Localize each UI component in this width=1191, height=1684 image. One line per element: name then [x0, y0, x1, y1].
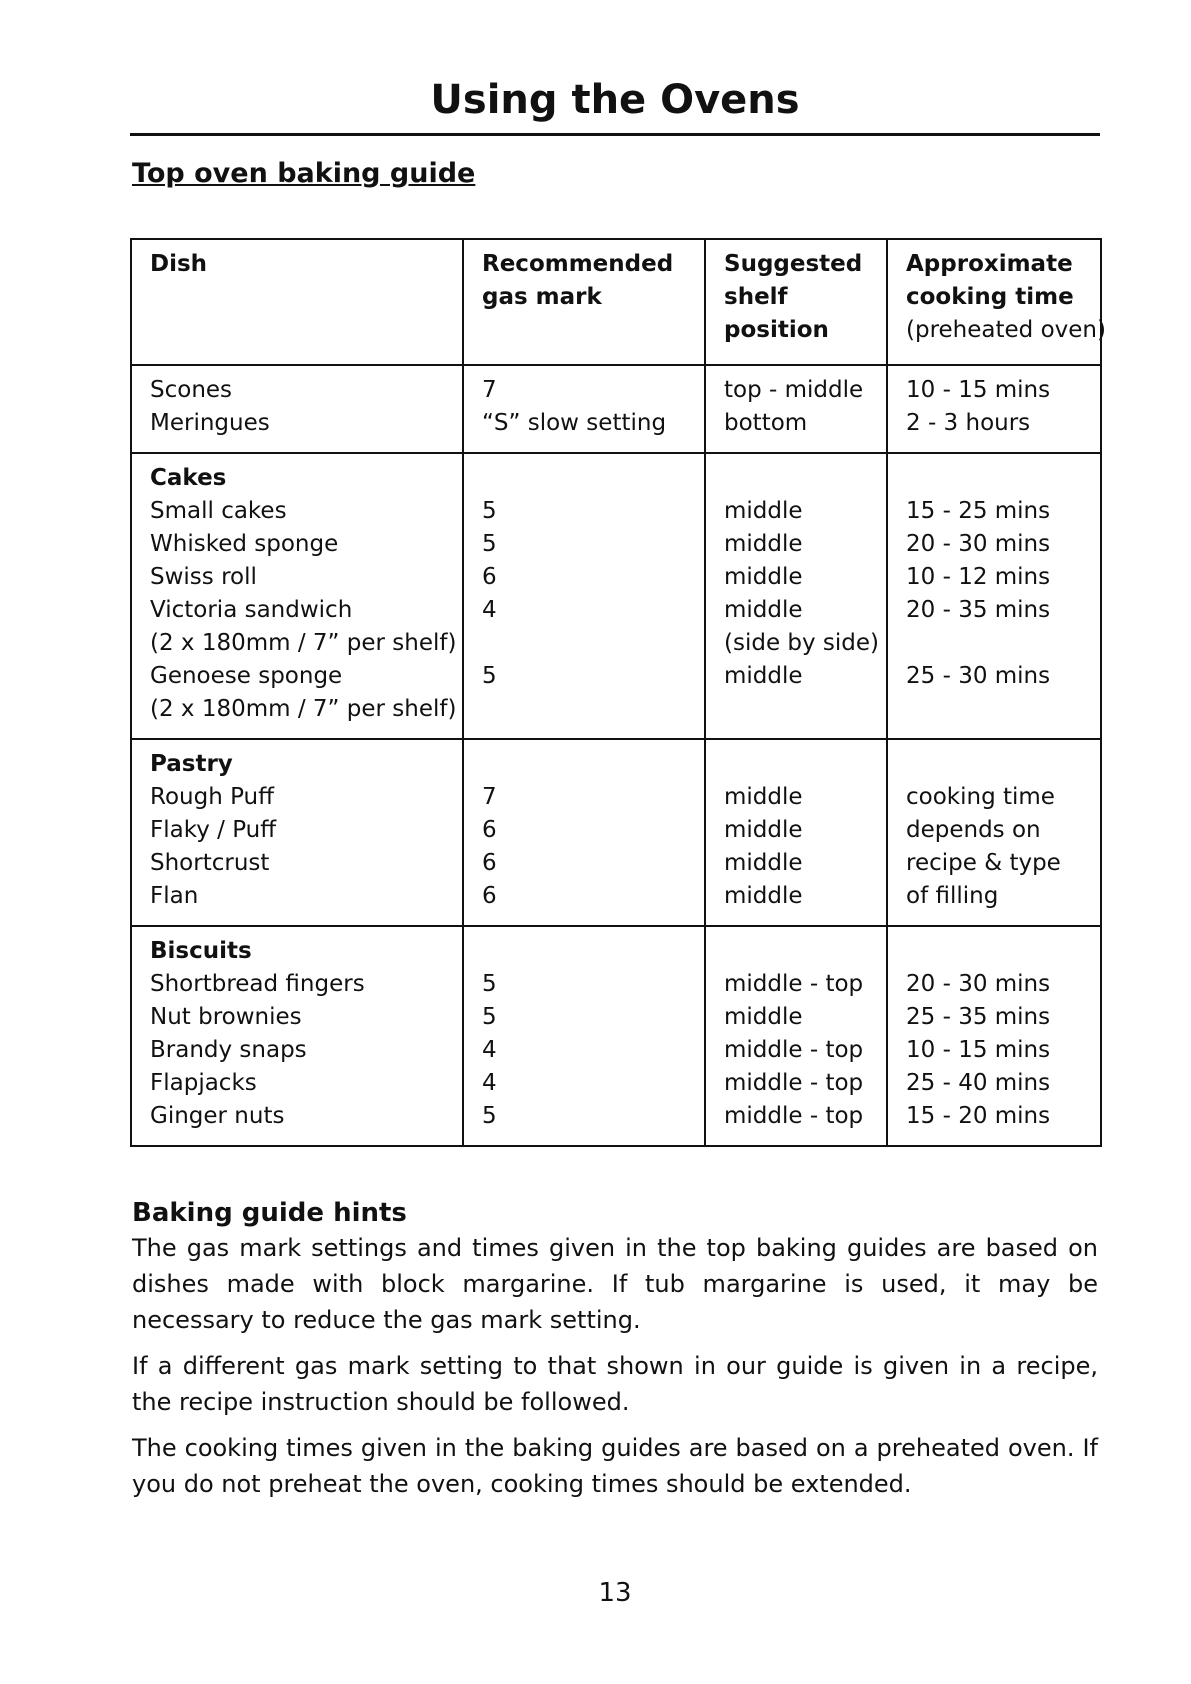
- cell-line: 5: [482, 971, 497, 997]
- cell-line: [906, 935, 1082, 968]
- page-number: 13: [598, 1578, 632, 1608]
- cell-line: middle: [724, 663, 803, 689]
- cell-line: 6: [482, 883, 497, 909]
- cell-line: Ginger nuts: [150, 1103, 285, 1129]
- cell-line: 4: [482, 1070, 497, 1096]
- cell-line: 6: [482, 850, 497, 876]
- cell-line: Flapjacks: [150, 1070, 257, 1096]
- cell-line: 7: [482, 784, 497, 810]
- header-subline: (preheated oven): [906, 317, 1106, 343]
- cell-line: 5: [482, 498, 497, 524]
- cell-line: 6: [482, 564, 497, 590]
- cell-line: middle - top: [724, 1037, 864, 1063]
- page-title: Using the Ovens: [430, 77, 800, 123]
- cell-line: 5: [482, 1103, 497, 1129]
- cell-line: Scones: [150, 377, 233, 403]
- header-line: position: [724, 317, 829, 343]
- cell-line: [906, 748, 1082, 781]
- header-line: Approximate: [906, 251, 1073, 277]
- cell-line: Genoese sponge: [150, 663, 343, 689]
- header-line: gas mark: [482, 284, 602, 310]
- header-line: shelf: [724, 284, 788, 310]
- cell-line: [482, 462, 686, 495]
- header-line: Dish: [150, 251, 208, 277]
- cell-line: 7: [482, 377, 497, 403]
- hints-heading: Baking guide hints: [132, 1198, 407, 1228]
- cell-line: Meringues: [150, 410, 270, 436]
- gas-mark-cell: [463, 739, 705, 926]
- category-heading: Pastry: [150, 751, 233, 777]
- cell-line: 4: [482, 1037, 497, 1063]
- cell-line: bottom: [724, 410, 808, 436]
- title-divider: [130, 133, 1100, 136]
- cell-line: 6: [482, 817, 497, 843]
- cell-line: recipe & type: [906, 850, 1061, 876]
- hint-paragraph: The cooking times given in the baking guides are based on a preheated oven. If you do not preheat the oven, cooking times should be extended.: [132, 1434, 1098, 1498]
- hint-paragraph: If a different gas mark setting to that shown in our guide is given in a recipe, the recipe instruction should be followed.: [132, 1352, 1098, 1416]
- cell-line: 10 - 15 mins: [906, 377, 1051, 403]
- cell-line: depends on: [906, 817, 1041, 843]
- cell-line: middle: [724, 597, 803, 623]
- header-shelf-position: [705, 239, 887, 365]
- table-header-row: [131, 239, 1101, 365]
- cell-line: Swiss roll: [150, 564, 257, 590]
- cell-line: 5: [482, 663, 497, 689]
- cell-line: 20 - 30 mins: [906, 971, 1051, 997]
- cell-line: of filling: [906, 883, 999, 909]
- cell-line: 5: [482, 531, 497, 557]
- cell-line: Rough Puff: [150, 784, 274, 810]
- cell-line: middle: [724, 564, 803, 590]
- cell-line: 25 - 40 mins: [906, 1070, 1051, 1096]
- cell-line: Nut brownies: [150, 1004, 302, 1030]
- cell-line: [724, 748, 868, 781]
- cell-line: 20 - 30 mins: [906, 531, 1051, 557]
- cell-line: Shortbread fingers: [150, 971, 365, 997]
- cell-line: (side by side): [724, 630, 880, 656]
- cell-line: 10 - 12 mins: [906, 564, 1051, 590]
- cell-line: (2 x 180mm / 7” per shelf): [150, 630, 457, 656]
- cell-line: [906, 693, 1082, 726]
- cell-line: middle - top: [724, 1070, 864, 1096]
- cell-line: 20 - 35 mins: [906, 597, 1051, 623]
- cell-line: top - middle: [724, 377, 864, 403]
- table-row: [131, 453, 1101, 739]
- cell-line: [482, 693, 686, 726]
- cell-line: Shortcrust: [150, 850, 270, 876]
- header-cooking-time: [887, 239, 1106, 365]
- cell-line: middle: [724, 784, 803, 810]
- header-line: Suggested: [724, 251, 863, 277]
- cell-line: 25 - 35 mins: [906, 1004, 1051, 1030]
- cell-line: 15 - 20 mins: [906, 1103, 1051, 1129]
- cell-line: 2 - 3 hours: [906, 410, 1031, 436]
- cell-line: middle: [724, 817, 803, 843]
- cell-line: (2 x 180mm / 7” per shelf): [150, 696, 457, 722]
- cell-line: [906, 627, 1082, 660]
- cell-line: 15 - 25 mins: [906, 498, 1051, 524]
- category-heading: Biscuits: [150, 938, 252, 964]
- header-line: cooking time: [906, 284, 1074, 310]
- cell-line: middle: [724, 883, 803, 909]
- cell-line: Whisked sponge: [150, 531, 339, 557]
- cell-line: [482, 627, 686, 660]
- gas-mark-cell: [463, 365, 705, 453]
- header-dish: [131, 239, 463, 365]
- cell-line: [724, 693, 868, 726]
- cell-line: middle: [724, 850, 803, 876]
- cell-line: cooking time: [906, 784, 1055, 810]
- cell-line: Victoria sandwich: [150, 597, 353, 623]
- category-heading: Cakes: [150, 465, 227, 491]
- dish-cell: [131, 926, 463, 1146]
- table-row: [131, 926, 1101, 1146]
- cell-line: [906, 462, 1082, 495]
- gas-mark-cell: [463, 926, 705, 1146]
- dish-cell: [131, 453, 463, 739]
- dish-cell: [131, 365, 463, 453]
- cell-line: middle - top: [724, 971, 864, 997]
- cell-line: [482, 935, 686, 968]
- cell-line: middle: [724, 498, 803, 524]
- table-row: [131, 739, 1101, 926]
- hint-paragraph: The gas mark settings and times given in the top baking guides are based on dishes made with block margarine. If tub margarine is used, it may be necessary to reduce the gas mark setting.: [132, 1234, 1098, 1334]
- header-gas-mark: [463, 239, 705, 365]
- baking-guide-table: [130, 238, 1106, 1147]
- cell-line: Flan: [150, 883, 199, 909]
- cooking-time-cell: [887, 365, 1101, 453]
- shelf-position-cell: [705, 739, 887, 926]
- dish-cell: [131, 739, 463, 926]
- gas-mark-cell: [463, 453, 705, 739]
- header-line: Recommended: [482, 251, 674, 277]
- cell-line: Small cakes: [150, 498, 287, 524]
- section-heading: Top oven baking guide: [132, 158, 476, 189]
- cooking-time-cell: [887, 739, 1101, 926]
- cell-line: [724, 935, 868, 968]
- cell-line: 25 - 30 mins: [906, 663, 1051, 689]
- table-row: [131, 365, 1101, 453]
- cell-line: [482, 748, 686, 781]
- shelf-position-cell: [705, 453, 887, 739]
- cell-line: Brandy snaps: [150, 1037, 307, 1063]
- cell-line: 4: [482, 597, 497, 623]
- cell-line: middle: [724, 531, 803, 557]
- cooking-time-cell: [887, 453, 1101, 739]
- shelf-position-cell: [705, 365, 887, 453]
- cell-line: “S” slow setting: [482, 410, 667, 436]
- cell-line: middle: [724, 1004, 803, 1030]
- shelf-position-cell: [705, 926, 887, 1146]
- cooking-time-cell: [887, 926, 1101, 1146]
- cell-line: Flaky / Puff: [150, 817, 277, 843]
- cell-line: middle - top: [724, 1103, 864, 1129]
- cell-line: [724, 462, 868, 495]
- cell-line: 10 - 15 mins: [906, 1037, 1051, 1063]
- cell-line: 5: [482, 1004, 497, 1030]
